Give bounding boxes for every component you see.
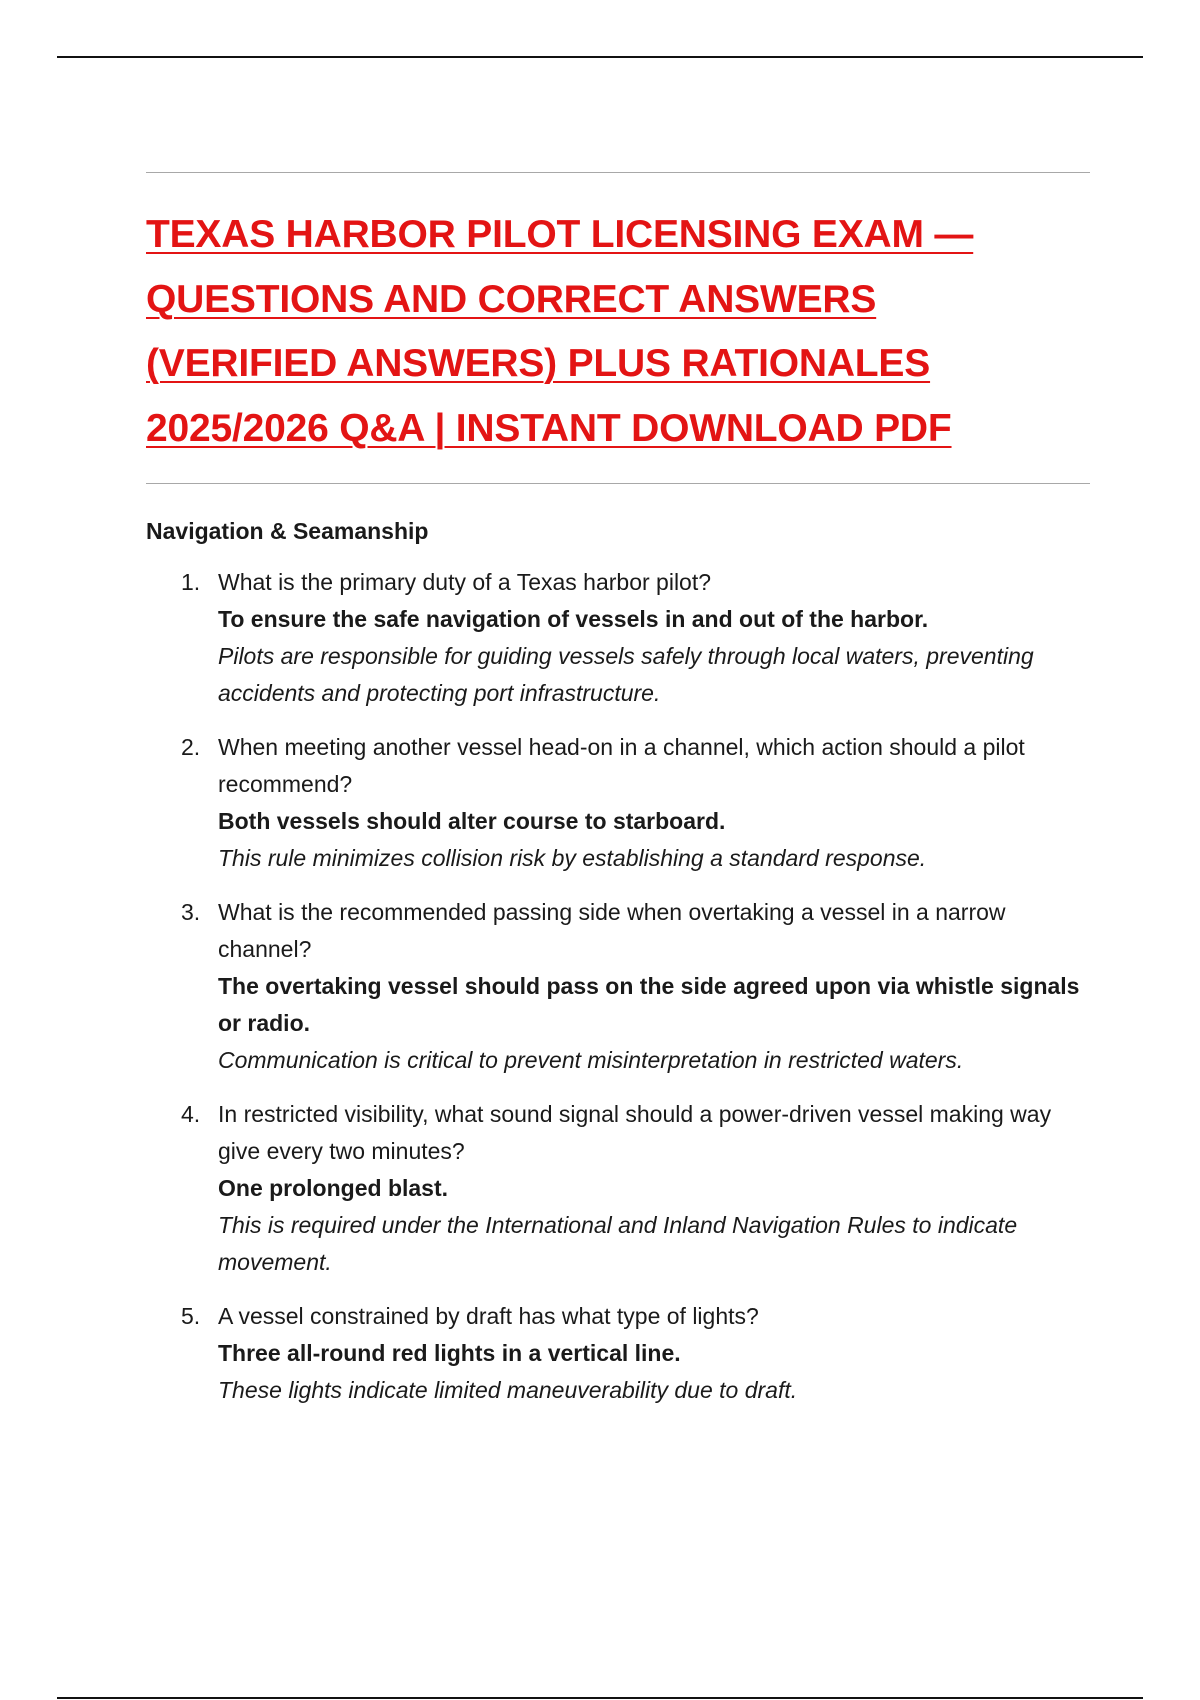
rationale-text: This rule minimizes collision risk by establishing a standard response. xyxy=(218,845,927,871)
title-bottom-divider xyxy=(146,483,1090,484)
document-title-line: (VERIFIED ANSWERS) PLUS RATIONALES xyxy=(146,342,931,385)
document-content xyxy=(146,172,1090,1426)
page-top-rule xyxy=(57,56,1143,58)
rationale-text: Communication is critical to prevent misinterpretation in restricted waters. xyxy=(218,1047,964,1073)
rationale-text: These lights indicate limited maneuverability due to draft. xyxy=(218,1377,798,1403)
question-item xyxy=(146,1298,1090,1409)
document-title-line: 2025/2026 Q&A | INSTANT DOWNLOAD PDF xyxy=(146,406,952,450)
question-text: What is the recommended passing side when overtaking a vessel in a narrow channel? xyxy=(218,899,1006,962)
answer-text: The overtaking vessel should pass on the side agreed upon via whistle signals or radio. xyxy=(218,973,1080,1036)
question-item xyxy=(146,564,1090,712)
question-number: 3. xyxy=(181,899,201,925)
question-number: 2. xyxy=(181,734,201,760)
question-text: A vessel constrained by draft has what type of lights? xyxy=(218,1303,759,1329)
answer-text: To ensure the safe navigation of vessels in and out of the harbor. xyxy=(218,606,929,632)
rationale-text: Pilots are responsible for guiding vessels safely through local waters, preventing accidents and protecting port infrastructure. xyxy=(218,643,1034,706)
document-title-line: QUESTIONS AND CORRECT ANSWERS xyxy=(146,277,877,321)
rationale-text: This is required under the International and Inland Navigation Rules to indicate movement. xyxy=(218,1212,1018,1275)
answer-text: One prolonged blast. xyxy=(218,1175,449,1201)
question-item xyxy=(146,1096,1090,1281)
answer-text: Both vessels should alter course to starboard. xyxy=(218,808,726,834)
section-heading: Navigation & Seamanship xyxy=(146,518,429,544)
title-top-divider xyxy=(146,172,1090,173)
page-bottom-rule xyxy=(57,1697,1143,1699)
question-number: 5. xyxy=(181,1303,201,1329)
question-number: 1. xyxy=(181,569,201,595)
question-list xyxy=(146,564,1090,1409)
document-title-line: TEXAS HARBOR PILOT LICENSING EXAM — xyxy=(146,213,974,256)
answer-text: Three all-round red lights in a vertical line. xyxy=(218,1340,681,1366)
question-text: When meeting another vessel head-on in a channel, which action should a pilot recommend? xyxy=(218,734,1025,797)
question-text: What is the primary duty of a Texas harbor pilot? xyxy=(218,569,712,595)
question-text: In restricted visibility, what sound signal should a power-driven vessel making way give every two minutes? xyxy=(218,1101,1052,1164)
question-item xyxy=(146,894,1090,1079)
question-number: 4. xyxy=(181,1101,201,1127)
question-item xyxy=(146,729,1090,877)
document-title xyxy=(146,203,1090,461)
